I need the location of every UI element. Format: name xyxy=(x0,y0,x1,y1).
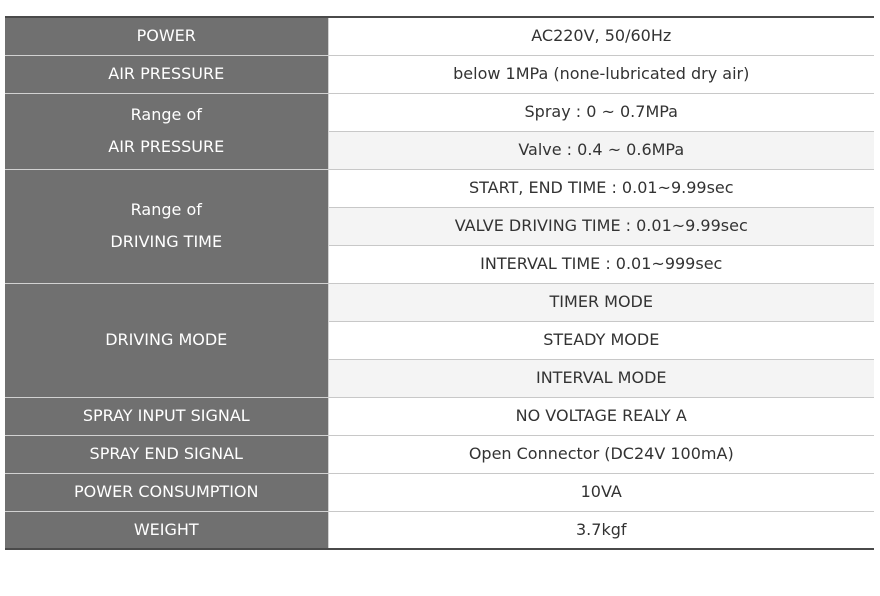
interval-mode-value: INTERVAL MODE xyxy=(328,359,874,397)
spray-pressure-value: Spray : 0 ~ 0.7MPa xyxy=(328,93,874,131)
weight-value: 3.7kgf xyxy=(576,519,627,539)
power-consumption-label: POWER CONSUMPTION xyxy=(5,473,328,511)
air-pressure-label: AIR PRESSURE xyxy=(5,55,328,93)
table-row-power xyxy=(5,17,874,55)
valve-driving-time-value: VALVE DRIVING TIME : 0.01~9.99sec xyxy=(328,207,874,245)
power-consumption-value: 10VA xyxy=(328,473,874,511)
spray-end-signal-label: SPRAY END SIGNAL xyxy=(5,435,328,473)
table-row-range-air-pressure xyxy=(5,93,874,131)
spray-input-signal-label: SPRAY INPUT SIGNAL xyxy=(5,397,328,435)
table-row-driving-mode xyxy=(5,283,874,321)
valve-pressure-value: Valve : 0.4 ~ 0.6MPa xyxy=(328,131,874,169)
range-driving-time-label xyxy=(5,169,328,283)
range-air-pressure-label xyxy=(5,93,328,169)
spray-end-signal-value: Open Connector (DC24V 100mA) xyxy=(328,435,874,473)
air-pressure-value: below 1MPa (none-lubricated dry air) xyxy=(328,55,874,93)
range-driving-time-label-line2: DRIVING TIME xyxy=(110,232,223,251)
start-end-time-value: START, END TIME : 0.01~9.99sec xyxy=(328,169,874,207)
table-row-weight xyxy=(5,511,874,549)
table-row-spray-end-signal xyxy=(5,435,874,473)
steady-mode-value: STEADY MODE xyxy=(328,321,874,359)
interval-time-value: INTERVAL TIME : 0.01~999sec xyxy=(328,245,874,283)
timer-mode-value: TIMER MODE xyxy=(328,283,874,321)
table-row-spray-input-signal xyxy=(5,397,874,435)
range-driving-time-label-line1: Range of xyxy=(130,200,202,219)
table-row-air-pressure xyxy=(5,55,874,93)
power-label: POWER xyxy=(5,17,328,55)
spec-table xyxy=(5,16,874,550)
range-air-pressure-label-line2: AIR PRESSURE xyxy=(108,137,225,156)
power-value: AC220V, 50/60Hz xyxy=(328,17,874,55)
table-row-power-consumption xyxy=(5,473,874,511)
driving-mode-label: DRIVING MODE xyxy=(5,283,328,397)
range-air-pressure-label-line1: Range of xyxy=(130,105,202,124)
table-row-range-driving-time xyxy=(5,169,874,207)
weight-label: WEIGHT xyxy=(5,511,328,549)
spray-input-signal-value: NO VOLTAGE REALY A xyxy=(328,397,874,435)
